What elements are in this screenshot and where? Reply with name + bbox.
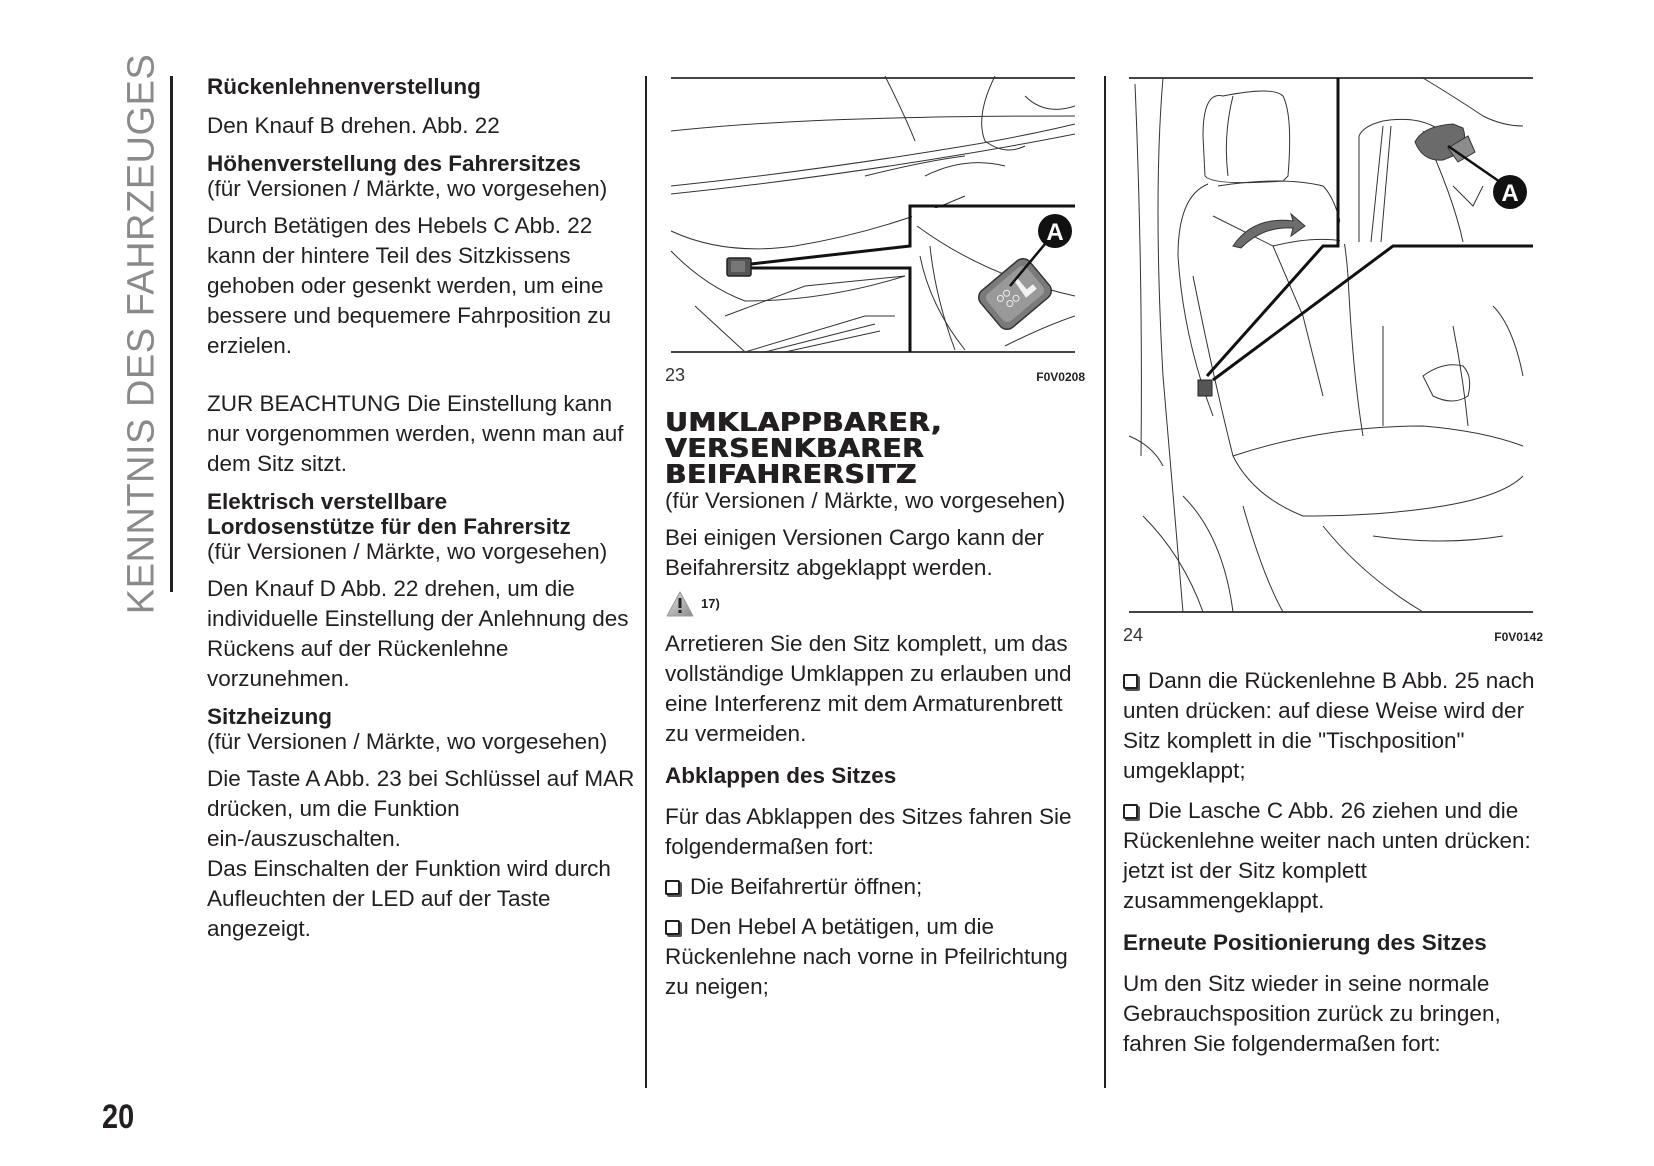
heading-fold-seat: Abklappen des Sitzes [665, 763, 897, 788]
warning-triangle-icon [665, 590, 695, 618]
heading-backrest-adjustment: Rückenlehnenverstellung [207, 74, 481, 99]
figure-callout-a: A [1501, 180, 1519, 207]
text-lumbar-support: Den Knauf D Abb. 22 drehen, um die individuelle Einstellung der Anlehnung des Rückens auf der Rückenlehne vorzunehmen. [207, 576, 629, 691]
warning-reference [665, 589, 1085, 619]
column-left [207, 70, 637, 944]
column-middle [665, 70, 1085, 1012]
text-intro: Bei einigen Versionen Cargo kann der Beifahrersitz abgeklappt werden. [665, 525, 1045, 580]
text-warning: Arretieren Sie den Sitz komplett, um das vollständige Umklappen zu erlauben und eine Interferenz mit dem Armaturenbrett zu vermeiden. [665, 631, 1072, 746]
figure-callout-a: A [1046, 219, 1064, 246]
text-seat-heating-2: Das Einschalten der Funktion wird durch Aufleuchten der LED auf der Taste angezeigt. [207, 856, 611, 941]
page-number: 20 [102, 1098, 135, 1136]
figure-caption [1123, 620, 1543, 652]
heading-reposition-seat: Erneute Positionierung des Sitzes [1123, 930, 1487, 955]
passenger-seat-fold-illustration [1123, 76, 1533, 616]
step-item: Die Beifahrertür öffnen; [665, 872, 1085, 902]
warning-ref-number: 17) [701, 596, 720, 611]
availability-note: (für Versionen / Märkte, wo vorgesehen) [207, 539, 608, 564]
note-zur-beachtung: ZUR BEACHTUNG Die Einstellung kann nur vorgenommen werden, wenn man auf dem Sitz sitzt. [207, 391, 624, 476]
step-item: Dann die Rückenlehne B Abb. 25 nach unten drücken: auf diese Weise wird der Sitz komplett in die "Tischposition" umgeklappt; [1123, 668, 1535, 783]
heading-lumbar-support-1: Elektrisch verstellbare [207, 489, 448, 514]
checkbox-bullet-icon [1123, 804, 1138, 819]
text-backrest-adjustment: Den Knauf B drehen. Abb. 22 [207, 113, 500, 138]
availability-note: (für Versionen / Märkte, wo vorgesehen) [207, 176, 608, 201]
text-reposition-intro: Um den Sitz wieder in seine normale Gebrauchsposition zurück zu bringen, fahren Sie folgendermaßen fort: [1123, 971, 1501, 1056]
text-fold-intro: Für das Abklappen des Sitzes fahren Sie folgendermaßen fort: [665, 804, 1072, 859]
checkbox-bullet-icon [665, 880, 680, 895]
step-item: Die Lasche C Abb. 26 ziehen und die Rückenlehne weiter nach unten drücken: jetzt ist der Sitz komplett zusammengeklappt. [1123, 798, 1531, 913]
section-heading-line-2: VERSENKBARER [665, 434, 925, 464]
chapter-side-label: KENNTNIS DES FAHRZEUGES [120, 53, 163, 615]
heading-height-adjustment: Höhenverstellung des Fahrersitzes [207, 151, 581, 176]
column-divider [1104, 76, 1106, 1088]
section-heading-line-3: BEIFAHRERSITZ [665, 460, 917, 490]
section-heading-line-1: UMKLAPPBARER, [665, 408, 943, 438]
step-item: Den Hebel A betätigen, um die Rückenlehne nach vorne in Pfeilrichtung zu neigen; [665, 914, 1068, 999]
figure-code: F0V0208 [1036, 370, 1085, 384]
heading-lumbar-support-2: Lordosenstütze für den Fahrersitz [207, 514, 571, 539]
checkbox-bullet-icon [1123, 674, 1138, 689]
figure-24 [1123, 76, 1543, 652]
checkbox-bullet-icon [665, 920, 680, 935]
figure-number: 24 [1123, 625, 1144, 645]
figure-caption [665, 360, 1085, 392]
heading-seat-heating: Sitzheizung [207, 704, 332, 729]
column-right [1123, 70, 1543, 1059]
figure-23 [665, 76, 1085, 392]
column-divider [645, 76, 647, 1088]
seat-heating-button-illustration [665, 76, 1075, 356]
availability-note: (für Versionen / Märkte, wo vorgesehen) [665, 488, 1066, 513]
figure-number: 23 [665, 365, 686, 385]
text-seat-heating-1: Die Taste A Abb. 23 bei Schlüssel auf MAR drücken, um die Funktion ein-/auszuschalten. [207, 766, 635, 851]
availability-note: (für Versionen / Märkte, wo vorgesehen) [207, 729, 608, 754]
text-height-adjustment: Durch Betätigen des Hebels C Abb. 22 kann der hintere Teil des Sitzkissens gehoben oder gesenkt werden, um eine bessere und bequemere Fahrposition zu erzielen. [207, 213, 612, 358]
chapter-side-rule [170, 76, 173, 592]
figure-code: F0V0142 [1494, 630, 1543, 644]
